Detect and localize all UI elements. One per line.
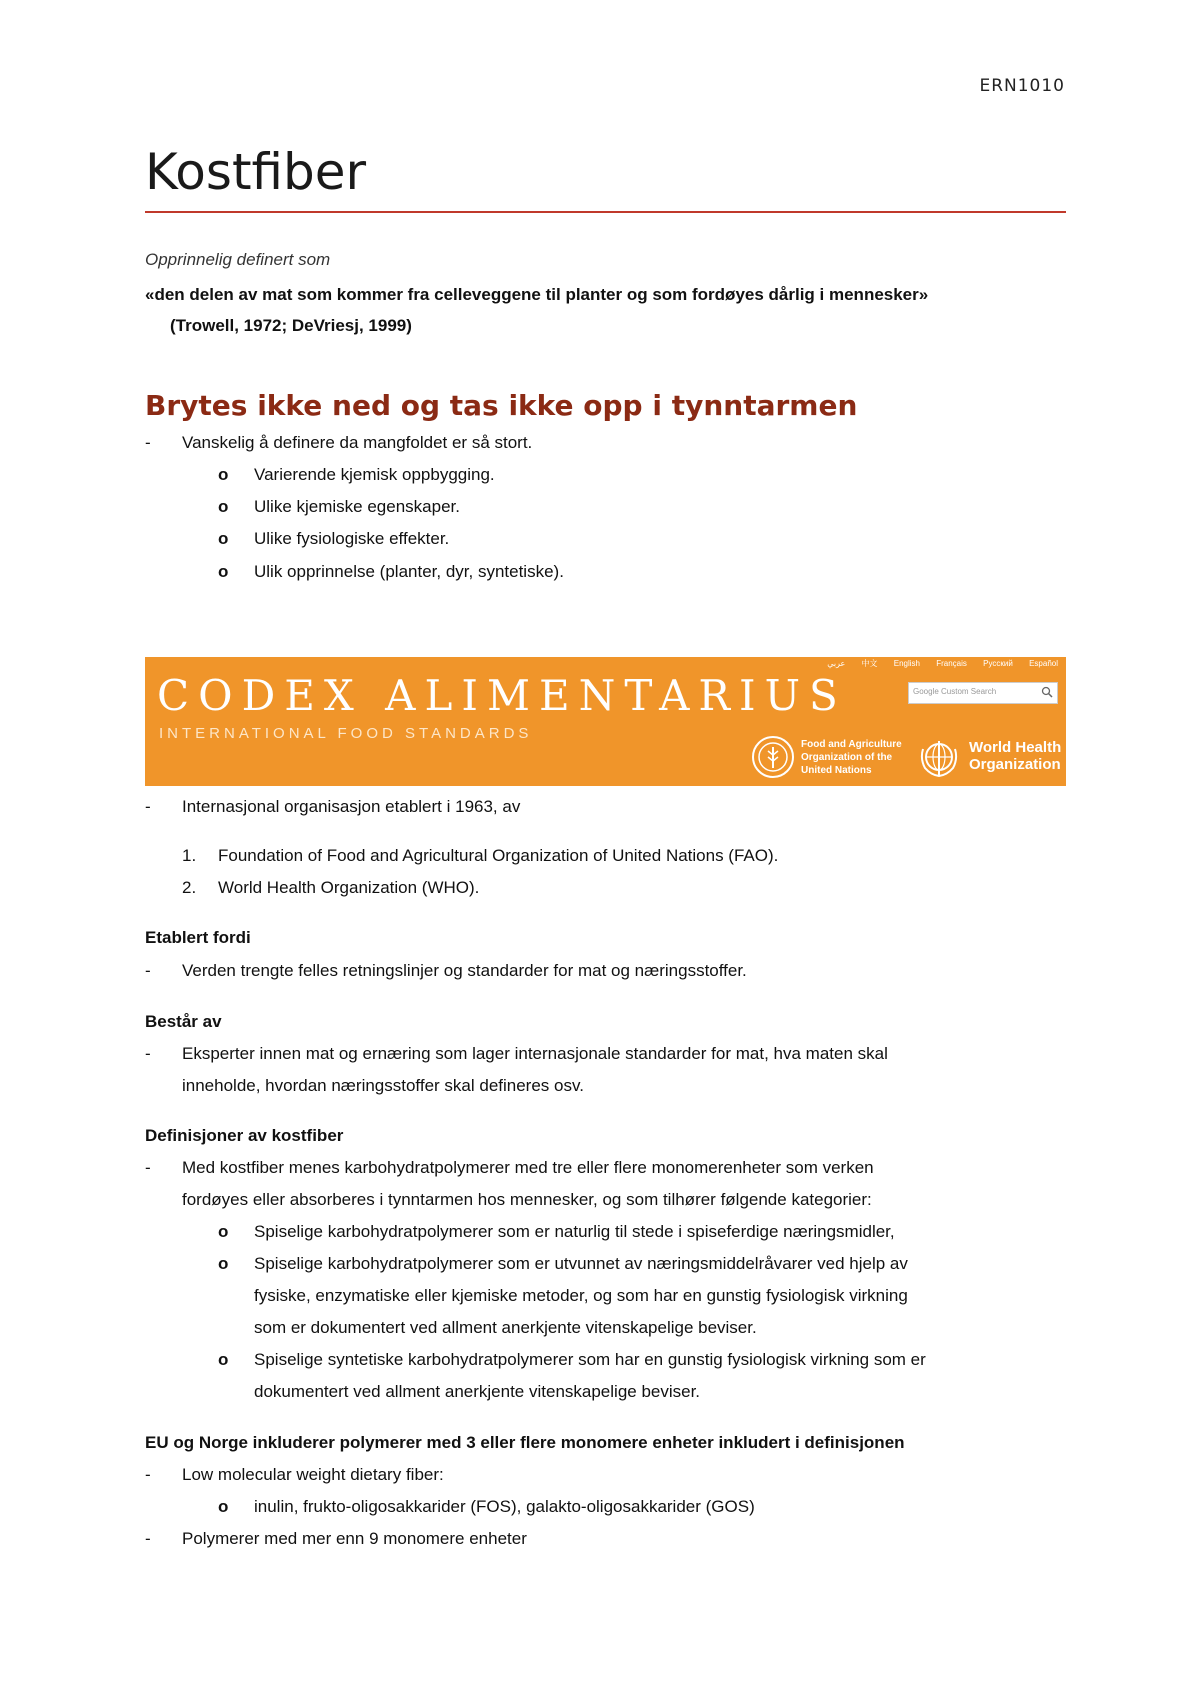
language-link[interactable]: Español	[1029, 659, 1058, 668]
fao-name	[801, 738, 902, 777]
o-bullet: o	[218, 529, 229, 548]
fao-name-line: United Nations	[801, 765, 872, 776]
heading-eu-norge: EU og Norge inkluderer polymerer med 3 eller flere monomere enheter inkludert i definisjonen	[145, 1433, 905, 1452]
language-link[interactable]: 中文	[861, 659, 878, 668]
eu-sub-item: inulin, frukto-oligosakkarider (FOS), galakto-oligosakkarider (GOS)	[254, 1497, 755, 1516]
heading-bestar: Består av	[145, 1012, 222, 1031]
o-bullet: o	[218, 1350, 229, 1369]
numbered-item: Foundation of Food and Agricultural Organization of United Nations (FAO).	[218, 846, 779, 865]
section-heading-brytes: Brytes ikke ned og tas ikke opp i tynntarmen	[145, 389, 858, 422]
o-bullet: o	[218, 562, 229, 581]
language-link[interactable]: Français	[936, 659, 967, 668]
o-bullet: o	[218, 1497, 229, 1516]
intro-lead: Opprinnelig definert som	[145, 250, 331, 269]
o-bullet: o	[218, 1222, 229, 1241]
search-input[interactable]	[908, 682, 1058, 704]
bestar-line: inneholde, hvordan næringsstoffer skal defineres osv.	[182, 1076, 584, 1095]
o-bullet: o	[218, 497, 229, 516]
who-name-line: Organization	[969, 756, 1061, 773]
course-code: ERN1010	[979, 76, 1065, 96]
numbered-item: World Health Organization (WHO).	[218, 878, 480, 897]
page-title: Kostfiber	[145, 143, 367, 201]
language-links	[813, 658, 1058, 669]
definisjoner-sub-item: dokumentert ved allment anerkjente vitenskapelige beviser.	[254, 1382, 701, 1401]
title-divider	[145, 211, 1066, 213]
dash-bullet: -	[145, 797, 151, 816]
dash-bullet: -	[145, 433, 151, 452]
heading-etablert: Etablert fordi	[145, 928, 251, 947]
search-placeholder: Google Custom Search	[913, 687, 997, 696]
section1-dash-item: Vanskelig å definere da mangfoldet er så stort.	[182, 433, 533, 452]
who-name	[969, 739, 1061, 773]
definisjoner-line: fordøyes eller absorberes i tynntarmen hos mennesker, og som tilhører følgende kategorier:	[182, 1190, 872, 1209]
dash-bullet: -	[145, 961, 151, 980]
list-number: 1.	[182, 846, 197, 865]
section1-sub-item: Ulike kjemiske egenskaper.	[254, 497, 460, 516]
search-icon[interactable]	[1041, 686, 1053, 698]
language-link[interactable]: Русский	[983, 659, 1013, 668]
language-link[interactable]: English	[893, 659, 920, 668]
dash-bullet: -	[145, 1044, 151, 1063]
section1-sub-item: Ulik opprinnelse (planter, dyr, syntetiske).	[254, 562, 564, 581]
codex-dash-item: Internasjonal organisasjon etablert i 1963, av	[182, 797, 521, 816]
definisjoner-sub-item: Spiselige karbohydratpolymerer som er naturlig til stede i spiseferdige næringsmidler,	[254, 1222, 895, 1241]
who-logo-icon	[917, 735, 961, 779]
language-link[interactable]: عربي	[827, 659, 846, 668]
intro-citation: (Trowell, 1972; DeVriesj, 1999)	[170, 316, 412, 335]
heading-definisjoner: Definisjoner av kostfiber	[145, 1126, 344, 1145]
definisjoner-line: Med kostfiber menes karbohydratpolymerer med tre eller flere monomerenheter som verken	[182, 1158, 874, 1177]
definisjoner-sub-item: fysiske, enzymatiske eller kjemiske metoder, og som har en gunstig fysiologisk virkning	[254, 1286, 908, 1305]
fao-name-line: Organization of the	[801, 752, 893, 763]
intro-quote: «den delen av mat som kommer fra celleveggene til planter og som fordøyes dårlig i mennesker»	[145, 285, 929, 304]
definisjoner-sub-item: som er dokumentert ved allment anerkjente vitenskapelige beviser.	[254, 1318, 757, 1337]
fao-name-line: Food and Agriculture	[801, 739, 902, 750]
o-bullet: o	[218, 1254, 229, 1273]
definisjoner-sub-item: Spiselige karbohydratpolymerer som er utvunnet av næringsmiddelråvarer ved hjelp av	[254, 1254, 908, 1273]
banner-title: CODEX ALIMENTARIUS	[157, 671, 847, 720]
o-bullet: o	[218, 465, 229, 484]
dash-bullet: -	[145, 1158, 151, 1177]
codex-alimentarius-banner	[145, 657, 1066, 786]
banner-subtitle: INTERNATIONAL FOOD STANDARDS	[159, 725, 533, 742]
dash-bullet: -	[145, 1465, 151, 1484]
list-number: 2.	[182, 878, 197, 897]
who-name-line: World Health	[969, 739, 1062, 756]
dash-bullet: -	[145, 1529, 151, 1548]
section1-sub-item: Varierende kjemisk oppbygging.	[254, 465, 495, 484]
section1-sub-item: Ulike fysiologiske effekter.	[254, 529, 450, 548]
eu-dash-item: Low molecular weight dietary fiber:	[182, 1465, 444, 1484]
bestar-line: Eksperter innen mat og ernæring som lager internasjonale standarder for mat, hva maten skal	[182, 1044, 888, 1063]
eu-dash-item: Polymerer med mer enn 9 monomere enheter	[182, 1529, 527, 1548]
fao-logo-icon	[751, 735, 795, 779]
etablert-dash-item: Verden trengte felles retningslinjer og standarder for mat og næringsstoffer.	[182, 961, 747, 980]
definisjoner-sub-item: Spiselige syntetiske karbohydratpolymerer som har en gunstig fysiologisk virkning som er	[254, 1350, 926, 1369]
